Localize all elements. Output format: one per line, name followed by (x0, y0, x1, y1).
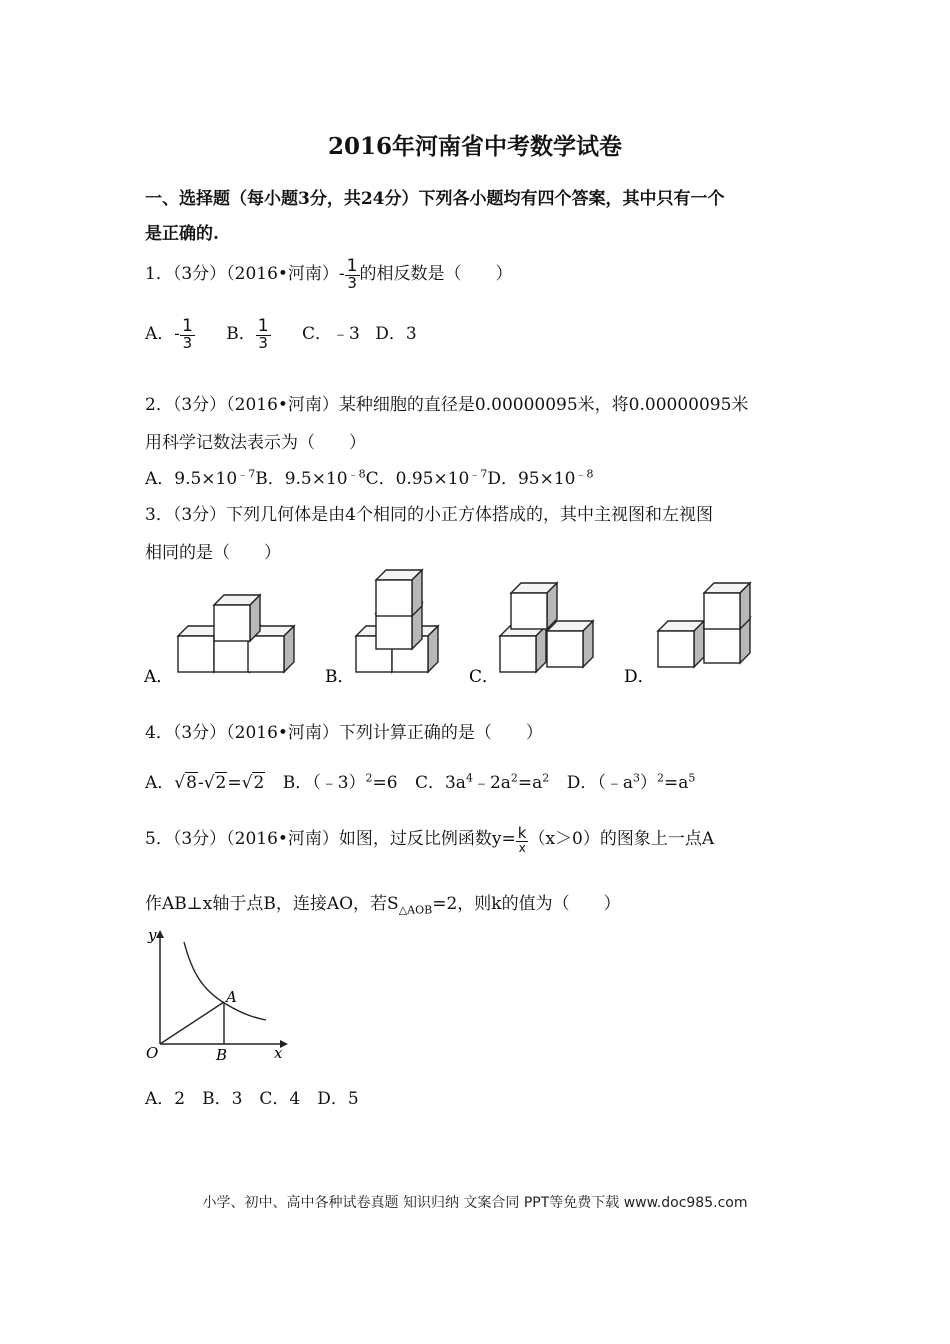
q4-d-tail: =a (663, 773, 689, 793)
q5-area-subscript: △AOB (398, 903, 433, 917)
q4-a-radicand1: 8 (186, 773, 197, 793)
section-heading-line2: 是正确的. (145, 224, 219, 244)
x-axis-label: x (274, 1044, 283, 1062)
figure-b (356, 570, 438, 672)
q2-option-b: B．9.5×10 (255, 469, 348, 489)
origin-label: O (146, 1044, 159, 1062)
q1-a-num: 1 (182, 316, 193, 336)
q4-b-exp: 2 (365, 771, 373, 785)
figure-a (178, 595, 294, 672)
q5-suffix: （x＞0）的图象上一点A (528, 829, 715, 849)
q4-d-exp2: 2 (656, 771, 664, 785)
q4-a-radicand2: 2 (215, 773, 227, 793)
q2-b-exp: ﹣8 (347, 467, 366, 481)
q5-prefix: 5．（3分）（2016•河南）如图，过反比例函数y= (145, 829, 516, 849)
question-5-line2 (145, 889, 621, 916)
question-1 (145, 258, 513, 291)
q4-a-minus: - (197, 773, 204, 793)
q5-line2-a: 作AB⊥x轴于点B，连接AO，若S (145, 894, 399, 914)
q4-c-tail: =a (517, 773, 543, 793)
q2-option-a: A．9.5×10 (145, 469, 238, 489)
q1-option-b-label: B． (226, 324, 256, 344)
q4-option-c: C．3a (414, 773, 466, 793)
q3-cube-figures (140, 565, 820, 695)
q4-d-exp3: 5 (688, 771, 696, 785)
sqrt-icon: √ (241, 773, 253, 793)
sqrt-icon: √ (174, 773, 186, 793)
point-b-label: B (216, 1046, 228, 1064)
q4-c-exp2: 2 (510, 771, 518, 785)
sqrt-icon: √ (203, 773, 215, 793)
question-4: 4．（3分）（2016•河南）下列计算正确的是（ ） (145, 723, 543, 743)
question-3-line2: 相同的是（ ） (145, 543, 281, 563)
figure-c-label: C． (469, 667, 500, 687)
figure-d-label: D． (624, 667, 655, 687)
q1-option-a-frac (180, 318, 195, 351)
q1-a-den: 3 (182, 334, 193, 352)
q4-d-mid: ） (639, 773, 657, 793)
q1-den: 3 (347, 274, 357, 292)
q4-d-exp1: 3 (632, 771, 640, 785)
question-5-options: A．2 B．3 C．4 D．5 (145, 1089, 359, 1109)
q4-c-exp1: 4 (465, 771, 473, 785)
q4-option-a-label: A． (145, 773, 175, 793)
page-title: 2016年河南省中考数学试卷 (327, 133, 622, 160)
q2-c-exp: ﹣7 (469, 467, 488, 481)
question-5-line1 (145, 824, 714, 854)
q5-fraction (516, 823, 529, 855)
q5-graph (140, 922, 300, 1064)
figure-d (658, 583, 750, 667)
q1-b-den: 3 (258, 334, 268, 352)
q1-option-d: D．3 (375, 324, 417, 344)
figure-c (500, 583, 593, 672)
q1-suffix: 的相反数是（ ） (359, 264, 513, 284)
q1-prefix: 1．（3分）（2016•河南）- (145, 264, 345, 284)
figure-a-label: A． (144, 667, 174, 687)
section-heading-line1: 一、选择题（每小题3分，共24分）下列各小题均有四个答案，其中只有一个 (145, 189, 725, 209)
q1-option-a-label: A．- (145, 324, 181, 344)
question-2-options (145, 464, 594, 489)
q4-a-eq: = (227, 773, 242, 793)
q1-b-num: 1 (257, 316, 269, 336)
q1-fraction (345, 258, 360, 291)
q1-option-c: C．﹣3 (302, 324, 360, 344)
q4-option-b: B．（﹣3） (282, 773, 366, 793)
q4-c-exp3: 2 (542, 771, 550, 785)
q1-option-b-frac (256, 318, 271, 351)
q4-option-d: D．（﹣a (566, 773, 633, 793)
y-axis-label: y (148, 926, 157, 944)
question-2-line2: 用科学记数法表示为（ ） (145, 433, 366, 453)
q2-a-exp: ﹣7 (237, 467, 256, 481)
q2-d-exp: ﹣8 (575, 467, 594, 481)
q5-line2-b: =2，则k的值为（ ） (432, 894, 621, 914)
q1-num: 1 (346, 256, 358, 276)
q4-a-radicand3: 2 (253, 773, 265, 793)
question-4-options (145, 768, 695, 793)
q2-option-d: D．95×10 (487, 469, 576, 489)
footer: 小学、初中、高中各种试卷真题 知识归纳 文案合同 PPT等免费下载 www.doc985.com (202, 1195, 748, 1211)
q2-option-c: C．0.95×10 (365, 469, 470, 489)
question-1-options (145, 318, 417, 351)
question-2-line1: 2．（3分）（2016•河南）某种细胞的直径是0.00000095米，将0.00000095米 (145, 395, 749, 415)
q4-b-tail: =6 (372, 773, 398, 793)
q4-c-mid: ﹣2a (472, 773, 511, 793)
q5-num: k (517, 823, 527, 842)
point-a-label: A (226, 988, 237, 1006)
question-3-line1: 3．（3分）下列几何体是由4个相同的小正方体搭成的，其中主视图和左视图 (145, 505, 713, 525)
figure-b-label: B． (325, 667, 355, 687)
q5-den: x (518, 840, 526, 855)
